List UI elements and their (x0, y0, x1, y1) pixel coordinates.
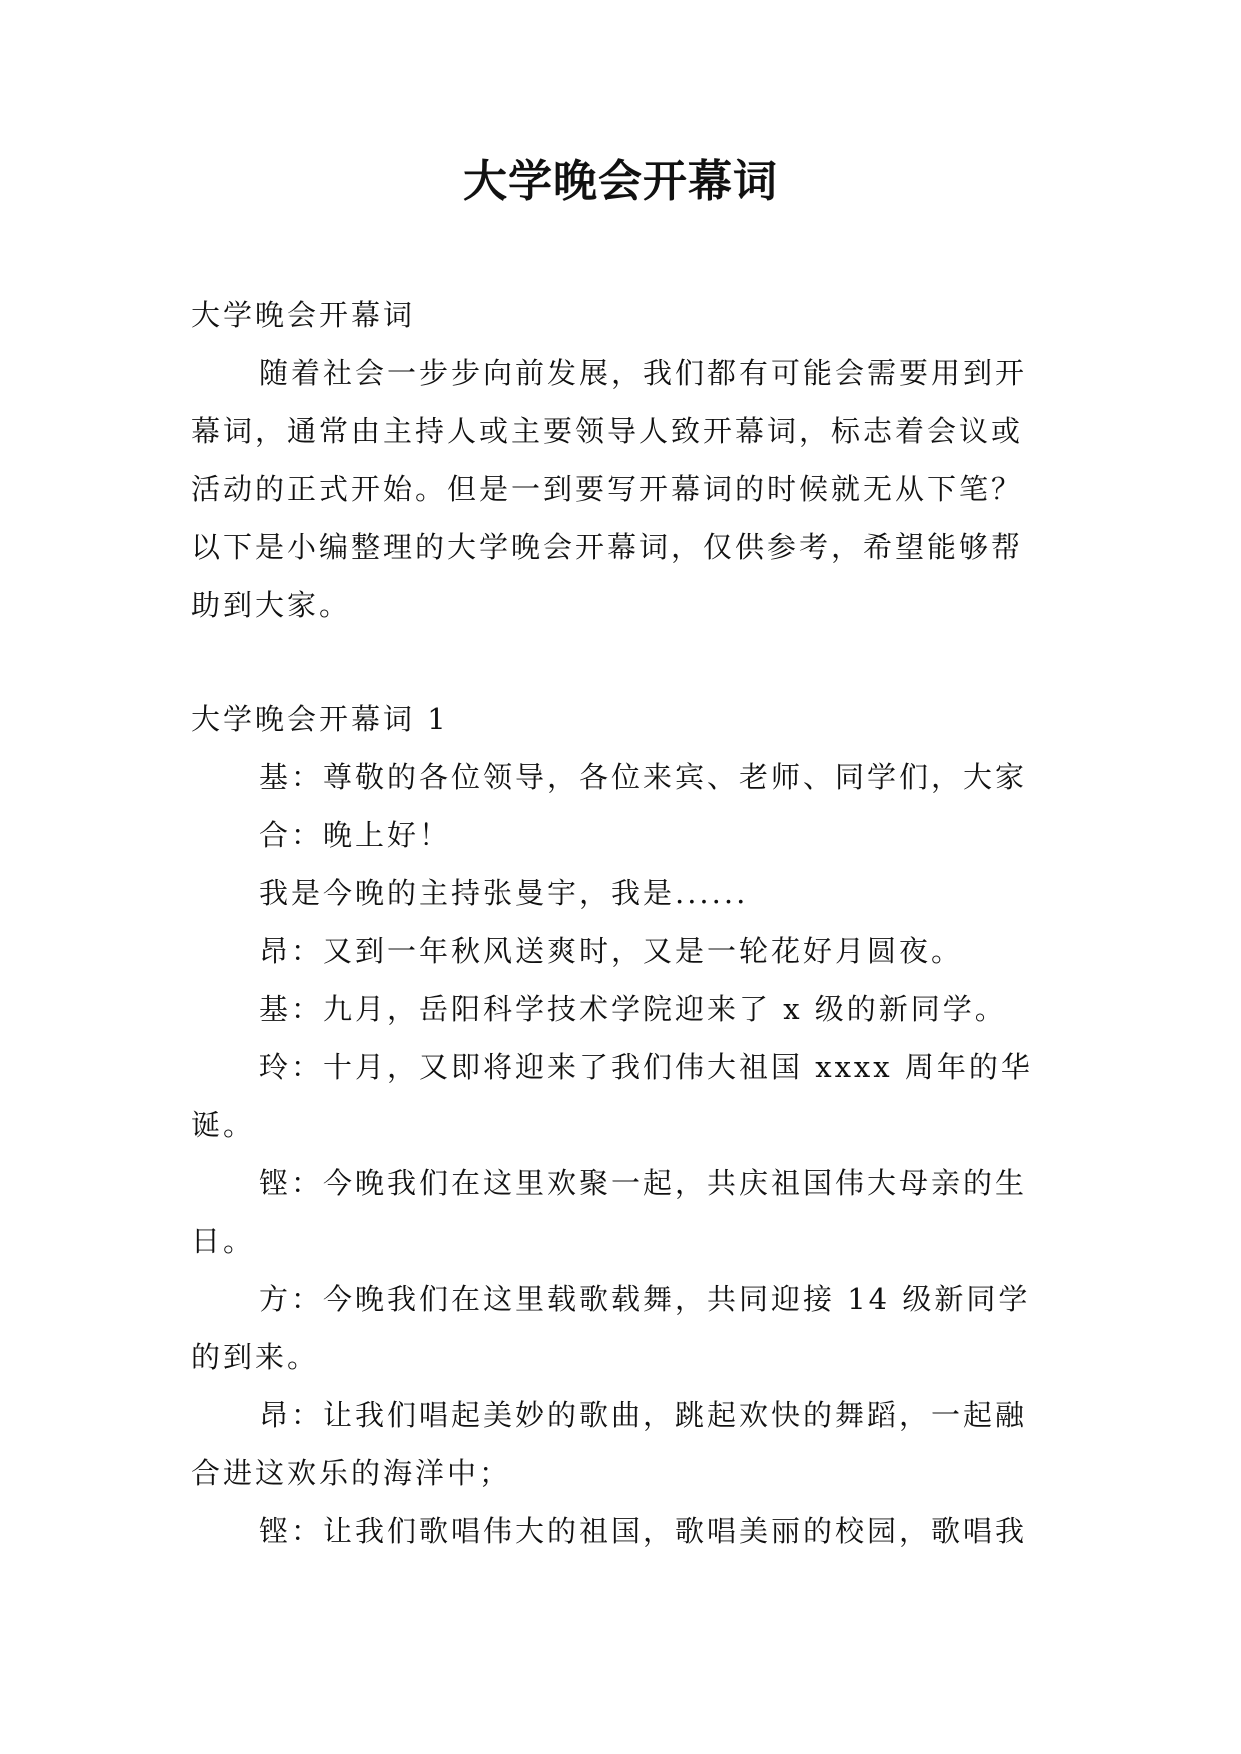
speech-section (191, 690, 1051, 1560)
speech-line: 铿：让我们歌唱伟大的祖国，歌唱美丽的校园，歌唱我 (259, 1514, 1028, 1548)
speech-line: 方：今晚我们在这里载歌载舞，共同迎接 14 级新同学的到来。 (191, 1282, 1031, 1374)
section-heading: 大学晚会开幕词 1 (191, 702, 449, 736)
intro-heading: 大学晚会开幕词 (191, 298, 416, 332)
speech-line: 合：晚上好！ (259, 818, 452, 852)
speech-line: 我是今晚的主持张曼宇，我是...... (259, 876, 749, 910)
intro-paragraph: 随着社会一步步向前发展，我们都有可能会需要用到开幕词，通常由主持人或主要领导人致开幕词，标志着会议或活动的正式开始。但是一到要写开幕词的时候就无从下笔？以下是小编整理的大学晚会开幕词，仅供参考，希望能够帮助到大家。 (191, 356, 1028, 622)
document-title: 大学晚会开幕词 (463, 156, 778, 207)
speech-line: 基：九月，岳阳科学技术学院迎来了 x 级的新同学。 (259, 992, 1007, 1026)
speech-line: 昂：让我们唱起美妙的歌曲，跳起欢快的舞蹈，一起融合进这欢乐的海洋中； (191, 1398, 1028, 1490)
speech-line: 基：尊敬的各位领导，各位来宾、老师、同学们，大家 (259, 760, 1028, 794)
speech-line: 玲：十月，又即将迎来了我们伟大祖国 xxxx 周年的华诞。 (191, 1050, 1033, 1142)
speech-line: 铿：今晚我们在这里欢聚一起，共庆祖国伟大母亲的生日。 (191, 1166, 1028, 1258)
speech-line: 昂：又到一年秋风送爽时，又是一轮花好月圆夜。 (259, 934, 964, 968)
intro-section (191, 286, 1051, 634)
